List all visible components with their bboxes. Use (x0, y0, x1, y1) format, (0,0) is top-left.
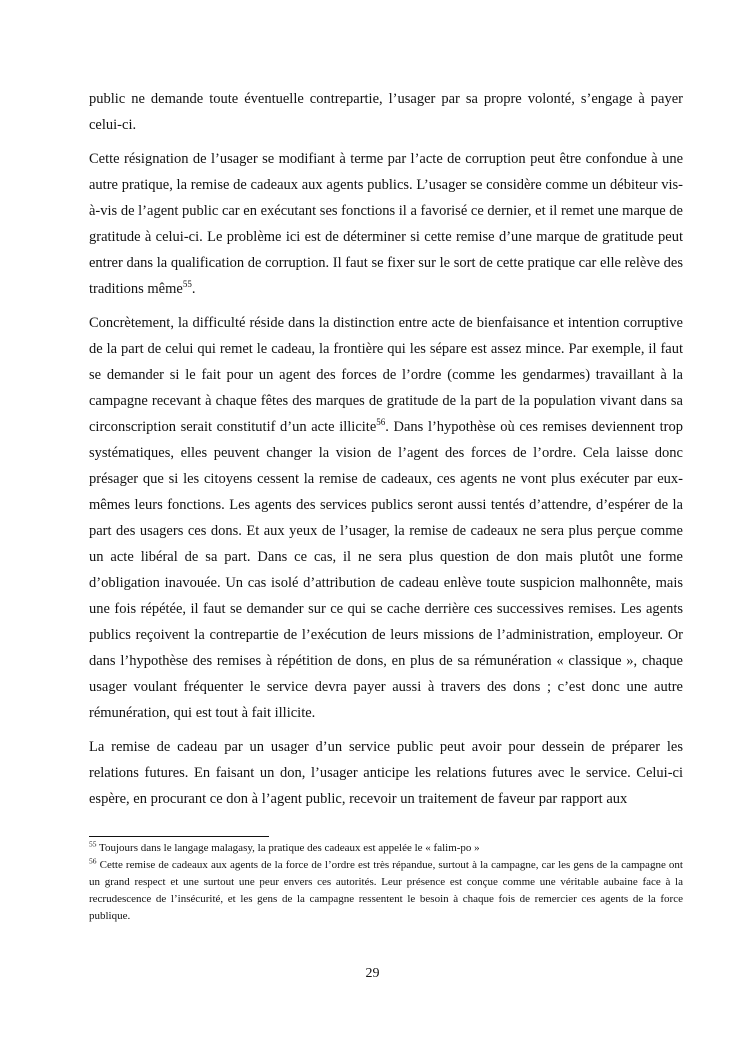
footnote-number: 56 (89, 856, 97, 866)
footnote-ref-55[interactable]: 55 (182, 279, 192, 290)
paragraph-text: public ne demande toute éventuelle contrepartie, l’usager par sa propre volonté, s’engage à payer celui-ci. (89, 91, 683, 133)
page-body (89, 86, 683, 820)
footnote-ref-56[interactable]: 56 (376, 417, 386, 428)
page-number: 29 (365, 966, 380, 981)
paragraph-resignation (89, 146, 683, 302)
footnote-separator (89, 836, 269, 837)
paragraph-text: Concrètement, la difficulté réside dans la distinction entre acte de bienfaisance et intention corruptive de la part de celui qui remet le cadeau, la frontière qui les sépare est assez mince. Par exemple, il faut se demander si le fait pour un agent des forces de l’ordre (comme les gendarmes) travaillant à la campagne recevant à chaque fêtes des marques de gratitude de la part de la population vivant dans sa circonscription serait constitutif d’un acte illicite (89, 315, 683, 435)
paragraph-continuation (89, 86, 683, 138)
paragraph-concretement (89, 310, 683, 726)
footnotes (89, 836, 683, 925)
paragraph-text: La remise de cadeau par un usager d’un service public peut avoir pour dessein de préparer les relations futures. En faisant un don, l’usager anticipe les relations futures avec le service. Celui-ci espère, en procurant ce don à l’agent public, recevoir un traitement de faveur par rapport aux (89, 739, 683, 807)
footnote-55 (89, 840, 683, 857)
paragraph-text-end: . Dans l’hypothèse où ces remises deviennent trop systématiques, elles peuvent changer la vision de l’agent des forces de l’ordre. Cela laisse donc présager que si les citoyens cessent la remise de cadeaux, ces agents ne vont plus exécuter par eux-mêmes leurs fonctions. Les agents des services publics seront aussi tentés d’attendre, d’espérer de la part des usagers ces dons. Et aux yeux de l’usager, la remise de cadeaux ne sera plus perçue comme un acte libéral de sa part. Dans ce cas, il ne sera plus question de don mais plutôt une forme d’obligation inavouée. Un cas isolé d’attribution de cadeau enlève toute suspicion malhonnête, mais une fois répétée, il faut se demander sur ce qui se cache derrière ces successives remises. Les agents publics reçoivent la contrepartie de l’exécution de leurs missions de l’administration, employeur. Or dans l’hypothèse des remises à répétition de dons, en plus de sa rémunération « classique », chaque usager voulant fréquenter le service devra payer aussi à travers des dons ; c’est donc une autre rémunération, qui est tout à fait illicite. (89, 419, 683, 721)
footnote-56 (89, 857, 683, 925)
paragraph-remise-cadeau (89, 734, 683, 812)
paragraph-text: Cette résignation de l’usager se modifiant à terme par l’acte de corruption peut être confondue à une autre pratique, la remise de cadeaux aux agents publics. L’usager se considère comme un débiteur vis-à-vis de l’agent public car en exécutant ses fonctions il a favorisé ce dernier, et il remet une marque de gratitude à celui-ci. Le problème ici est de déterminer si cette remise d’une marque de gratitude peut entrer dans la qualification de corruption. Il faut se fixer sur le sort de cette pratique car elle relève des traditions même (89, 151, 683, 297)
footnote-text: Cette remise de cadeaux aux agents de la force de l’ordre est très répandue, surtout à la campagne, car les gens de la campagne ont un grand respect et une surtout une peur envers ces autorités. Leur présence est conçue comme une véritable aubaine face à la recrudescence de l’insécurité, et les gens de la campagne ressentent le besoin à chaque fois de remercier ces agents de la force publique. (89, 859, 683, 922)
paragraph-text-end: . (191, 281, 196, 297)
footnote-number: 55 (89, 839, 97, 849)
footnote-text: Toujours dans le langage malagasy, la pratique des cadeaux est appelée le « falim-po » (96, 842, 480, 854)
